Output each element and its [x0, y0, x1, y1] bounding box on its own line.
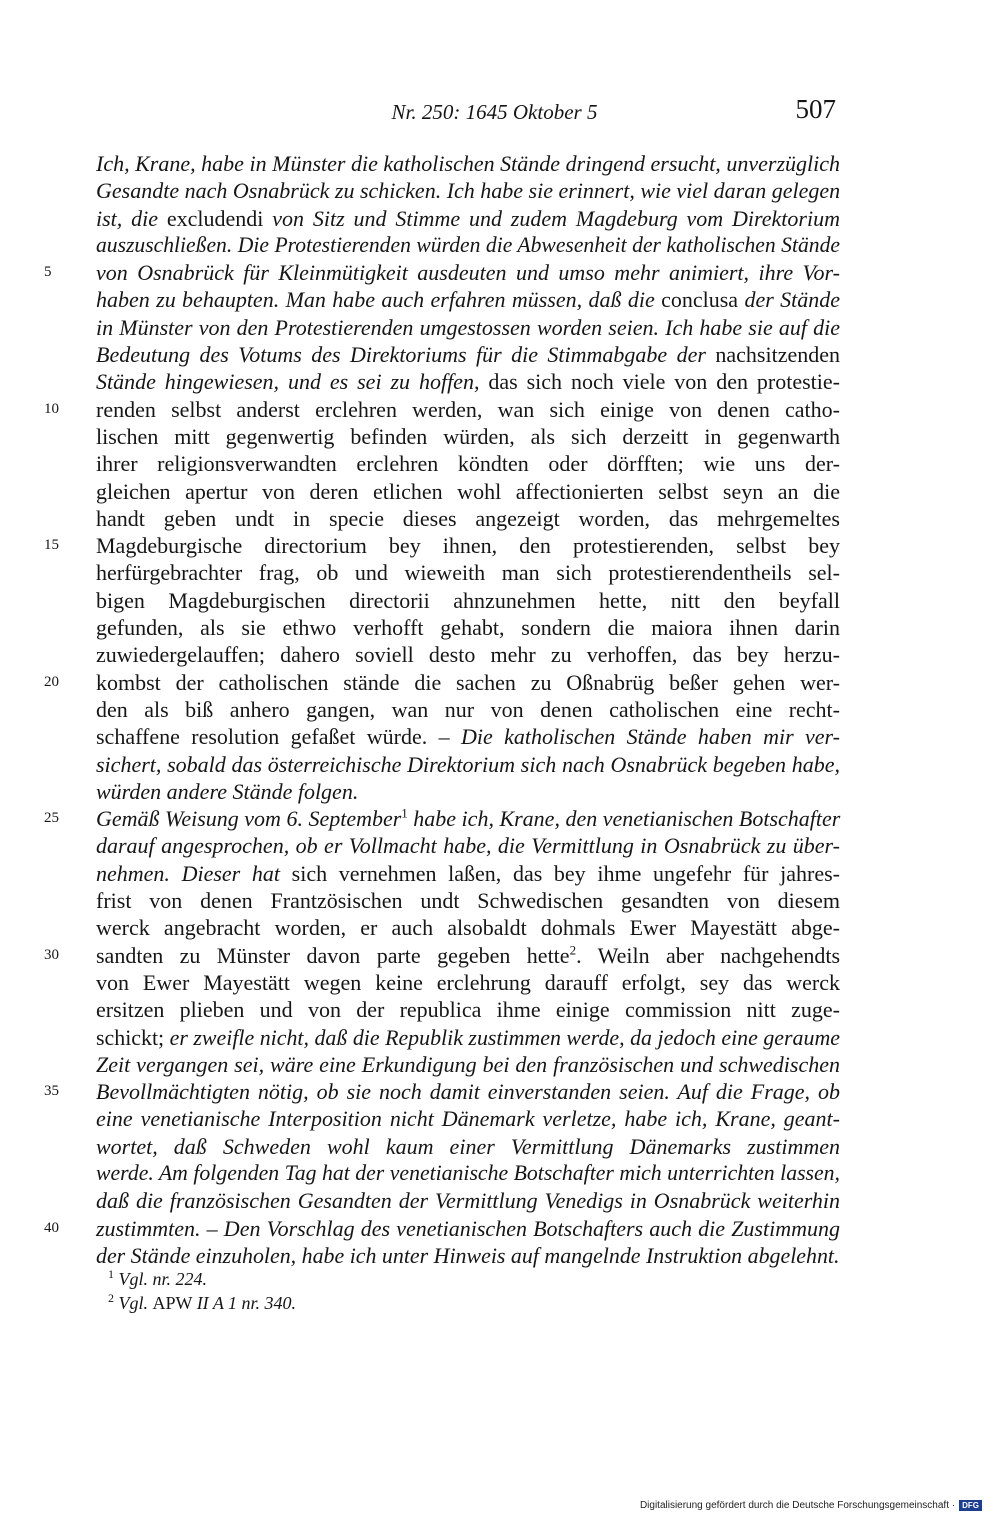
- page-number: 507: [795, 94, 836, 124]
- roman-text: renden selbst anderst erclehren werden, wan sich einige von denen catho-: [96, 396, 840, 422]
- line-text: [96, 341, 840, 368]
- italic-text: darauf angesprochen, ob er Vollmacht habe, die Vermittlung in Osnabrück zu über-: [96, 833, 840, 859]
- text-line: [0, 751, 1000, 778]
- italic-text: von Osnabrück für Kleinmütigkeit ausdeuten und umso mehr animiert, ihre Vor-: [96, 260, 840, 286]
- body-text: [0, 150, 1000, 1269]
- italic-text: von Sitz und Stimme und zudem Magdeburg vom Direktorium: [272, 205, 840, 231]
- roman-text: sich vernehmen laßen, das bey ihme ungefehr für jahres-: [291, 860, 840, 886]
- roman-text: das sich noch viele von den protestie-: [488, 369, 840, 395]
- text-line: [0, 1133, 1000, 1160]
- italic-text: der Stände einzuholen, habe ich unter Hinweis auf mangelnde Instruktion abgelehnt.: [96, 1242, 840, 1268]
- roman-text: lischen mitt gegenwertig befinden würden, als sich derzeitt in gegenwarth: [96, 423, 840, 449]
- line-text: [96, 860, 840, 887]
- line-number: 20: [44, 673, 59, 690]
- text-line: [0, 559, 1000, 586]
- line-number: 10: [44, 400, 59, 417]
- roman-text: bigen Magdeburgischen directorii ahnzunehmen hette, nitt den beyfall: [96, 587, 840, 613]
- text-line: [0, 314, 1000, 341]
- line-text: [96, 614, 840, 641]
- footnote-text: II A 1 nr. 340.: [196, 1293, 297, 1313]
- italic-text: würden andere Stände folgen.: [96, 778, 359, 804]
- line-text: [96, 587, 840, 614]
- footnote-text: APW: [152, 1293, 197, 1313]
- line-number: 30: [44, 946, 59, 963]
- text-line: [0, 1160, 1000, 1187]
- line-text: [96, 887, 840, 914]
- italic-text: sichert, sobald das österreichische Direktorium sich nach Osnabrück begeben habe,: [96, 751, 840, 777]
- line-text: [96, 450, 840, 477]
- roman-text: handt geben undt in specie dieses angezeigt worden, das mehrgemeltes: [96, 505, 840, 531]
- italic-text: nehmen. Dieser hat: [96, 860, 292, 886]
- dfg-credit: [640, 1500, 982, 1511]
- italic-text: eine venetianische Interposition nicht Dänemark verletze, habe ich, Krane, geant-: [96, 1106, 840, 1132]
- text-line: [0, 205, 1000, 232]
- text-line: [0, 778, 1000, 805]
- italic-text: werde. Am folgenden Tag hat der venetianische Botschafter mich unterrichten lassen,: [96, 1160, 840, 1185]
- roman-text: gefunden, als sie ethwo verhofft gehabt, sondern die maiora ihnen darin: [96, 615, 840, 641]
- text-line: [0, 669, 1000, 696]
- footnote: [108, 1286, 828, 1313]
- text-line: [0, 478, 1000, 505]
- italic-text: Bevollmächtigten nötig, ob sie noch damit einverstanden seien. Auf die Frage, ob: [96, 1079, 840, 1105]
- italic-text: Zeit vergangen sei, wäre eine Erkundigung bei den französischen und schwedischen: [96, 1051, 840, 1077]
- roman-text: werck angebracht worden, er auch alsobaldt dohmals Ewer Mayestätt abge-: [96, 915, 840, 941]
- footnote-ref: 2: [569, 942, 577, 958]
- roman-text: schickt;: [96, 1024, 170, 1050]
- roman-text: nachsitzenden: [715, 342, 840, 368]
- roman-text: sandten zu Münster davon parte gegeben hette: [96, 942, 570, 968]
- italic-text: er zweifle nicht, daß die Republik zustimmen werde, da jedoch eine geraume: [169, 1024, 840, 1050]
- footnote-mark: 1: [108, 1267, 114, 1281]
- roman-text: den als biß anhero gangen, wan nur von denen catholischen eine recht-: [96, 696, 840, 722]
- roman-text: von Ewer Mayestätt wegen keine erclehrung darauff erfolgt, sey das werck: [96, 969, 840, 995]
- line-text: [96, 1160, 840, 1187]
- text-line: [0, 150, 1000, 177]
- text-line: [0, 1215, 1000, 1242]
- text-line: [0, 914, 1000, 941]
- line-text: [96, 532, 840, 559]
- text-line: [0, 832, 1000, 859]
- text-line: [0, 860, 1000, 887]
- italic-text: daß die französischen Gesandten der Vermittlung Venedigs in Osnabrück weiterhin: [96, 1188, 840, 1214]
- italic-text: der Stände: [744, 287, 841, 313]
- text-line: [0, 696, 1000, 723]
- text-line: [0, 1105, 1000, 1132]
- line-text: [96, 942, 840, 969]
- italic-text: Ich, Krane, habe in Münster die katholischen Stände dringend ersucht, unverzüglich: [96, 151, 840, 176]
- footnote: [108, 1262, 828, 1289]
- line-text: [96, 205, 840, 232]
- dfg-logo: DFG: [959, 1500, 982, 1511]
- roman-text: ersitzen plieben und von der republica ihme einige commission nitt zuge-: [96, 997, 840, 1023]
- line-text: [96, 751, 840, 778]
- text-line: [0, 423, 1000, 450]
- footnote-text: Vgl.: [114, 1293, 153, 1313]
- roman-text: Magdeburgische directorium bey ihnen, den protestierenden, selbst bey: [96, 533, 840, 559]
- italic-text: auszuschließen. Die Protestierenden würden die Abwesenheit der katholischen Stände: [96, 232, 840, 257]
- line-text: [96, 150, 840, 177]
- italic-text: ist, die: [96, 205, 167, 231]
- line-text: [96, 669, 840, 696]
- line-text: [96, 559, 840, 586]
- italic-text: Stände hingewiesen, und es sei zu hoffen,: [96, 369, 489, 395]
- italic-text: Gemäß Weisung vom 6. September: [96, 806, 402, 832]
- roman-text: frist von denen Frantzösischen undt Schwedischen gesandten von diesem: [96, 888, 840, 914]
- roman-text: herfürgebrachter frag, ob und wieweith man sich protestierendentheils sel-: [96, 560, 840, 586]
- line-text: [96, 423, 840, 450]
- text-line: [0, 177, 1000, 204]
- line-number: 25: [44, 810, 59, 827]
- footnote-mark: 2: [108, 1291, 114, 1305]
- line-text: [96, 1051, 840, 1078]
- line-number: 15: [44, 537, 59, 554]
- line-text: [96, 286, 840, 313]
- text-line: [0, 1051, 1000, 1078]
- line-text: [96, 1105, 840, 1132]
- line-text: [96, 1078, 840, 1105]
- line-text: [96, 259, 840, 286]
- line-text: [96, 641, 840, 668]
- italic-text: wortet, daß Schweden wohl kaum einer Vermittlung Dänemarks zustimmen: [96, 1133, 840, 1159]
- text-line: [0, 532, 1000, 559]
- text-line: [0, 232, 1000, 259]
- roman-text: excludendi: [166, 205, 273, 231]
- line-text: [96, 314, 840, 341]
- line-number: 40: [44, 1219, 59, 1236]
- line-text: [96, 478, 840, 505]
- text-line: [0, 396, 1000, 423]
- italic-text: haben zu behaupten. Man habe auch erfahren müssen, daß die: [96, 287, 662, 313]
- text-line: [0, 587, 1000, 614]
- italic-text: zustimmten. – Den Vorschlag des venetianischen Botschafters auch die Zustimmung: [96, 1215, 840, 1241]
- text-line: [0, 887, 1000, 914]
- line-text: [96, 368, 840, 395]
- roman-text: conclusa: [661, 287, 745, 313]
- line-text: [96, 1024, 840, 1051]
- text-line: [0, 505, 1000, 532]
- line-text: [96, 396, 840, 423]
- italic-text: Gesandte nach Osnabrück zu schicken. Ich habe sie erinnert, wie viel daran gelegen: [96, 178, 841, 204]
- line-text: [96, 914, 840, 941]
- line-text: [96, 505, 840, 532]
- roman-text: zuwiedergelauffen; dahero soviell desto mehr zu verhoffen, das bey herzu-: [96, 642, 840, 668]
- line-number: 5: [44, 264, 52, 281]
- roman-text: ihrer religionsverwandten erclehren köndten oder dörfften; wie uns der-: [96, 451, 840, 477]
- text-line: [0, 259, 1000, 286]
- text-line: [0, 1187, 1000, 1214]
- page-header: [96, 92, 836, 132]
- line-text: [96, 805, 840, 832]
- text-line: [0, 368, 1000, 395]
- italic-text: in Münster von den Protestierenden umgestossen worden seien. Ich habe sie auf die: [96, 314, 840, 340]
- line-text: [96, 969, 840, 996]
- line-text: [96, 1187, 840, 1214]
- text-line: [0, 341, 1000, 368]
- text-line: [0, 614, 1000, 641]
- line-text: [96, 696, 840, 723]
- footnote-ref: 1: [401, 805, 408, 821]
- line-text: [96, 177, 840, 204]
- line-text: [96, 1215, 840, 1242]
- line-text: [96, 778, 840, 805]
- line-text: [96, 832, 840, 859]
- roman-text: . Weiln aber nachgehendts: [576, 942, 841, 968]
- italic-text: habe ich, Krane, den venetianischen Botschafter: [407, 806, 841, 832]
- text-line: [0, 996, 1000, 1023]
- text-line: [0, 286, 1000, 313]
- text-line: [0, 942, 1000, 969]
- line-number: 35: [44, 1083, 59, 1100]
- running-head: Nr. 250: 1645 Oktober 5: [391, 100, 598, 124]
- line-text: [96, 996, 840, 1023]
- roman-text: kombst der catholischen stände die sachen zu Oßnabrüg beßer gehen wer-: [96, 669, 840, 695]
- text-line: [0, 1078, 1000, 1105]
- line-text: [96, 1133, 840, 1160]
- roman-text: gleichen apertur von deren etlichen wohl affectionierten selbst seyn an die: [96, 478, 840, 504]
- footnote-text: Vgl. nr. 224.: [114, 1269, 208, 1289]
- italic-text: Die katholischen Stände haben mir ver-: [460, 724, 840, 750]
- text-line: [0, 969, 1000, 996]
- text-line: [0, 450, 1000, 477]
- footnotes: [108, 1262, 828, 1313]
- line-text: [96, 723, 840, 750]
- italic-text: Bedeutung des Votums des Direktoriums für die Stimmabgabe der: [96, 342, 716, 368]
- credit-text: Digitalisierung gefördert durch die Deutsche Forschungsgemeinschaft ·: [639, 1500, 956, 1511]
- text-line: [0, 1024, 1000, 1051]
- roman-text: schaffene resolution gefaßet würde. –: [96, 724, 461, 750]
- line-text: [96, 232, 840, 259]
- text-line: [0, 805, 1000, 832]
- text-line: [0, 641, 1000, 668]
- text-line: [0, 723, 1000, 750]
